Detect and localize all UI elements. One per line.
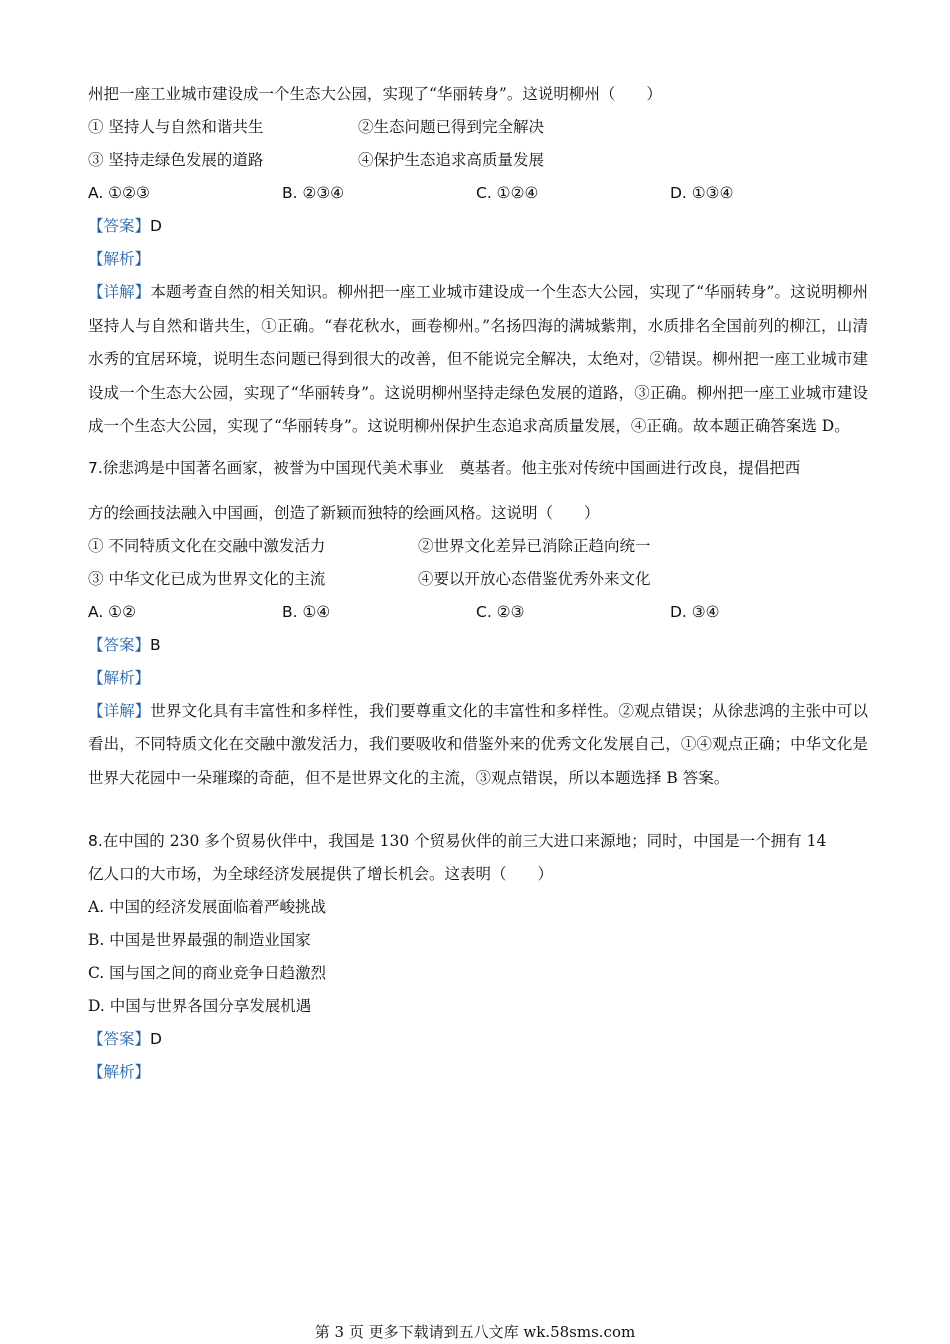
q8-option-b	[88, 924, 868, 957]
q7-stem-line-1	[88, 452, 868, 485]
answer-tag: 【答案】	[88, 217, 151, 235]
q6-choices-row-1	[88, 111, 868, 144]
detail-tag: 【详解】	[88, 701, 151, 720]
stem-text: 徐悲鸿是中国著名画家，被誉为中国现代美术事业 奠基者。他主张对传统中国画进行改良，提倡把西	[102, 458, 801, 477]
q8-option-a	[88, 891, 868, 924]
answer-tag: 【答案】	[88, 635, 151, 654]
option-text: A. 中国的经济发展面临着严峻挑战	[88, 898, 327, 916]
q7-choices-row-2	[88, 563, 868, 596]
document-page	[88, 78, 868, 1089]
q6-choice-1: ① 坚持人与自然和谐共生	[88, 118, 264, 136]
q7-choices-row-1	[88, 530, 868, 563]
q7-analysis-tag: 【解析】	[88, 668, 151, 687]
q6-choices-row-2	[88, 144, 868, 177]
question-number: 7.	[88, 458, 103, 477]
q8-stem-line-1	[88, 825, 868, 858]
page-footer: 第 3 页 更多下载请到五八文库 wk.58sms.com	[314, 1323, 636, 1341]
q7-choice-3: ③ 中华文化已成为世界文化的主流	[88, 569, 326, 588]
stem-text: 在中国的 230 多个贸易伙伴中，我国是 130 个贸易伙伴的前三大进口来源地；同时，中国是一个拥有 14	[102, 832, 827, 850]
q6-choice-2: ②生态问题已得到完全解决	[358, 118, 545, 136]
q6-option-d: D. ①③④	[670, 184, 734, 202]
q6-stem: 州把一座工业城市建设成一个生态大公园，实现了“华丽转身”。这说明柳州（ ）	[88, 85, 662, 103]
q8-option-c	[88, 957, 868, 990]
q8-analysis-tag: 【解析】	[88, 1063, 151, 1081]
q7-detail	[88, 695, 868, 796]
q6-option-b: B. ②③④	[282, 184, 345, 202]
q6-option-a: A. ①②③	[88, 184, 150, 202]
q6-option-c: C. ①②④	[476, 184, 539, 202]
q7-choice-2: ②世界文化差异已消除正趋向统一	[418, 536, 651, 555]
detail-text: 本题考查自然的相关知识。柳州把一座工业城市建设成一个生态大公园，实现了“华丽转身”。这说明柳州坚持人与自然和谐共生，①正确。“春花秋水，画卷柳州。”名扬四海的满城紫荆，水质排名全国前列的柳江，山清水秀的宜居环境，说明生态问题已得到很大的改善，但不能说完全解决，太绝对，②错误。柳州把一座工业城市建设成一个生态大公园，实现了“华丽转身”。这说明柳州坚持走绿色发展的道路，③正确。柳州把一座工业城市建设成一个生态大公园，实现了“华丽转身”。这说明柳州保护生态追求高质量发展，④正确。故本题正确答案选 D。	[88, 283, 868, 435]
q8-option-d	[88, 990, 868, 1023]
q6-answer	[88, 210, 868, 243]
answer-value: D	[150, 217, 162, 235]
q7-option-b: B. ①④	[282, 602, 331, 621]
answer-value: B	[150, 635, 161, 654]
q7-options	[88, 596, 868, 629]
detail-text: 世界文化具有丰富性和多样性，我们要尊重文化的丰富性和多样性。②观点错误；从徐悲鸿的主张中可以看出，不同特质文化在交融中激发活力，我们要吸收和借鉴外来的优秀文化发展自己，①④观点正确；中华文化是世界大花园中一朵璀璨的奇葩，但不是世界文化的主流，③观点错误，所以本题选择 B 答案。	[88, 701, 868, 787]
q6-detail	[88, 276, 868, 444]
q8-answer	[88, 1023, 868, 1056]
question-number: 8.	[88, 832, 103, 850]
option-text: C. 国与国之间的商业竞争日趋激烈	[88, 964, 327, 982]
q7-option-d: D. ③④	[670, 602, 720, 621]
answer-tag: 【答案】	[88, 1030, 151, 1048]
option-text: D. 中国与世界各国分享发展机遇	[88, 997, 312, 1015]
q6-analysis-tag: 【解析】	[88, 250, 151, 268]
detail-tag: 【详解】	[88, 283, 151, 301]
q7-choice-4: ④要以开放心态借鉴优秀外来文化	[418, 569, 651, 588]
option-text: B. 中国是世界最强的制造业国家	[88, 931, 311, 949]
q7-stem-line-2: 方的绘画技法融入中国画，创造了新颖而独特的绘画风格。这说明（ ）	[88, 503, 600, 522]
q8-stem-line-2: 亿人口的大市场，为全球经济发展提供了增长机会。这表明（ ）	[88, 865, 554, 883]
q6-options	[88, 177, 868, 210]
answer-value: D	[150, 1030, 162, 1048]
q7-answer	[88, 629, 868, 662]
q7-option-a: A. ①②	[88, 602, 136, 621]
q7-option-c: C. ②③	[476, 602, 525, 621]
q6-choice-4: ④保护生态追求高质量发展	[358, 151, 545, 169]
q6-choice-3: ③ 坚持走绿色发展的道路	[88, 151, 264, 169]
q7-choice-1: ① 不同特质文化在交融中激发活力	[88, 536, 326, 555]
